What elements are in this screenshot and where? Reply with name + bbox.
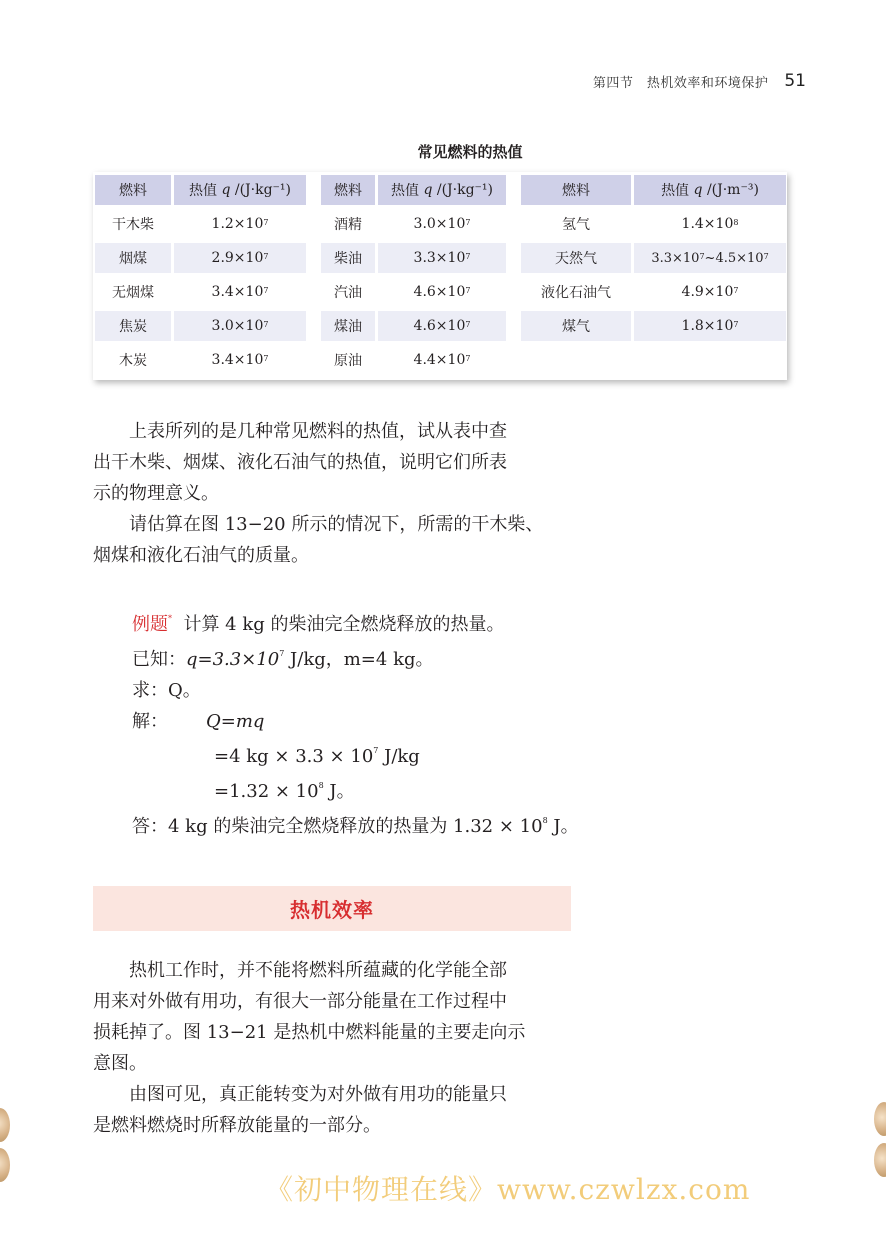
fuel-name: 无烟煤 bbox=[95, 277, 171, 307]
efficiency-paragraphs bbox=[93, 955, 575, 1141]
paragraph-line: 出干木柴、烟煤、液化石油气的热值，说明它们所表 bbox=[93, 452, 507, 473]
fuel-value: 4.6×10 $^7$ bbox=[378, 311, 506, 341]
paragraph-line: 上表所列的是几种常见燃料的热值，试从表中查 bbox=[129, 421, 507, 442]
fuel-name: 液化石油气 bbox=[521, 277, 631, 307]
fuel-name: 酒精 bbox=[321, 209, 375, 239]
fuel-name: 干木柴 bbox=[95, 209, 171, 239]
table-title: 常见燃料的热值 bbox=[417, 143, 523, 161]
header-heat-value: 热值 q /(J·kg⁻¹) bbox=[378, 175, 506, 205]
fuel-name: 煤油 bbox=[321, 311, 375, 341]
section-heading-band bbox=[93, 886, 571, 931]
example-step-2: =4 kg × $3.3 \times 10^7$ J/kg bbox=[214, 746, 420, 767]
example-answer: 答：4 kg 的柴油完全燃烧释放的热量为 $1.32 \times 10^8$ J。 bbox=[132, 816, 579, 837]
fuel-name: 氢气 bbox=[521, 209, 631, 239]
fuel-value: 4.9×10 $^7$ bbox=[634, 277, 786, 307]
header-heat-value: 热值 q /(J·kg⁻¹) bbox=[174, 175, 306, 205]
page-edge-tab bbox=[0, 1148, 10, 1182]
paragraph-line: 示的物理意义。 bbox=[93, 483, 219, 504]
fuel-name: 木炭 bbox=[95, 345, 171, 375]
fuel-value: 3.0×10 $^7$ bbox=[378, 209, 506, 239]
fuel-value: 3.4×10 $^7$ bbox=[174, 345, 306, 375]
fuel-name: 原油 bbox=[321, 345, 375, 375]
page-edge-tab bbox=[0, 1108, 10, 1142]
header-fuel: 燃料 bbox=[521, 175, 631, 205]
page-edge-tab bbox=[874, 1143, 886, 1177]
paragraph-line: 热机工作时，并不能将燃料所蕴藏的化学能全部 bbox=[129, 960, 507, 981]
fuel-heat-value-table bbox=[93, 172, 787, 380]
fuel-name: 烟煤 bbox=[95, 243, 171, 273]
example-star: * bbox=[168, 614, 172, 623]
example-block bbox=[132, 605, 579, 842]
example-step-3: $=1.32 \times 10^8$ J。 bbox=[214, 781, 355, 802]
example-given: 已知：$q=3.3\times 10^7$ J/kg，m=4 kg。 bbox=[132, 649, 434, 670]
fuel-value: 1.2×10 $^7$ bbox=[174, 209, 306, 239]
paragraph-line: 意图。 bbox=[93, 1053, 147, 1074]
paragraph-line: 是燃料燃烧时所释放能量的一部分。 bbox=[93, 1115, 381, 1136]
paragraph-line: 烟煤和液化石油气的质量。 bbox=[93, 545, 309, 566]
fuel-name: 汽油 bbox=[321, 277, 375, 307]
page-edge-tab bbox=[874, 1102, 886, 1136]
fuel-name: 煤气 bbox=[521, 311, 631, 341]
fuel-name: 柴油 bbox=[321, 243, 375, 273]
fuel-value: 3.4×10 $^7$ bbox=[174, 277, 306, 307]
page-number: 51 bbox=[784, 71, 806, 91]
intro-paragraphs bbox=[93, 416, 575, 571]
fuel-value: 4.6×10 $^7$ bbox=[378, 277, 506, 307]
section-heading: 热机效率 bbox=[290, 898, 374, 922]
section-title: 第四节 热机效率和环境保护 bbox=[592, 75, 769, 91]
fuel-value: 3.3×10 $^7$ bbox=[378, 243, 506, 273]
fuel-name: 天然气 bbox=[521, 243, 631, 273]
paragraph-line: 由图可见，真正能转变为对外做有用功的能量只 bbox=[129, 1084, 507, 1105]
example-solve: 解： Q=mq bbox=[132, 711, 265, 732]
example-find: 求：Q。 bbox=[132, 680, 201, 701]
fuel-value: 3.3×10 $^7$ ~4.5×10 $^7$ bbox=[634, 243, 786, 273]
paragraph-line: 用来对外做有用功，有很大一部分能量在工作过程中 bbox=[93, 991, 507, 1012]
header-fuel: 燃料 bbox=[95, 175, 171, 205]
header-fuel: 燃料 bbox=[321, 175, 375, 205]
fuel-value: 2.9×10 $^7$ bbox=[174, 243, 306, 273]
fuel-value: 1.4×10 $^8$ bbox=[634, 209, 786, 239]
example-statement: 例题* 计算 4 kg 的柴油完全燃烧释放的热量。 bbox=[132, 614, 505, 635]
fuel-value: 1.8×10 $^7$ bbox=[634, 311, 786, 341]
paragraph-line: 损耗掉了。图 13−21 是热机中燃料能量的主要走向示 bbox=[93, 1022, 526, 1043]
paragraph-line: 请估算在图 13−20 所示的情况下，所需的干木柴、 bbox=[129, 514, 544, 535]
example-label: 例题 bbox=[132, 614, 168, 635]
header-heat-value: 热值 q /(J·m⁻³) bbox=[634, 175, 786, 205]
fuel-value: 3.0×10 $^7$ bbox=[174, 311, 306, 341]
fuel-value: 4.4×10 $^7$ bbox=[378, 345, 506, 375]
fuel-name: 焦炭 bbox=[95, 311, 171, 341]
watermark: 《初中物理在线》www.czwlzx.com bbox=[265, 1173, 751, 1206]
page-header bbox=[593, 70, 806, 92]
